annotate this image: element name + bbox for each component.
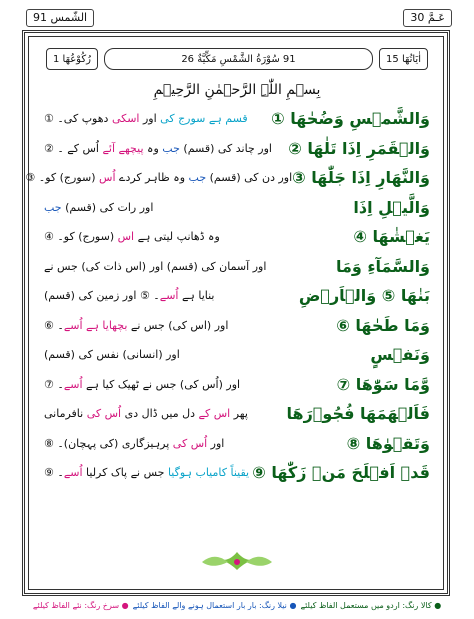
- verse-row: [44, 193, 430, 223]
- translation-fragment: اُس کی: [86, 407, 122, 421]
- verse-row: [44, 104, 430, 134]
- translation-fragment: وہ: [143, 141, 163, 155]
- color-legend: [22, 598, 452, 612]
- translation-fragment: پرہیزگاری (کی پہچان)۔ ⑧: [44, 436, 173, 450]
- arabic-verse: وَالَّيۡلِ اِذَا: [353, 197, 430, 217]
- urdu-translation: [44, 112, 248, 125]
- legend-item: ● سرخ رنگ: نئے الفاظ کیلئے: [32, 600, 129, 610]
- translation-fragment: اُس کے ۔ ②: [44, 141, 103, 155]
- urdu-translation: [44, 348, 180, 361]
- ayat-count: اٰيَاتُهَا 15: [379, 48, 428, 70]
- translation-fragment: اس: [117, 230, 135, 244]
- urdu-translation: [44, 260, 266, 273]
- translation-fragment: دل میں ڈال دی: [121, 407, 199, 421]
- surah-header: [46, 48, 428, 70]
- translation-fragment: ۔ ⑨: [44, 466, 64, 480]
- translation-fragment: (سورج) کو۔ ③: [25, 171, 100, 185]
- ruku-count: رُكُوْعُهَا 1: [46, 48, 98, 70]
- arabic-verse: وَالنَّهَارِ اِذَا جَلّٰهَا ③: [292, 168, 430, 188]
- legend-item: ● کالا رنگ: اردو میں مستعمل الفاظ کیلئے: [300, 600, 442, 610]
- running-header: [26, 8, 452, 28]
- arabic-verse: فَاَلۡهَمَهَا فُجُوۡرَهَا: [286, 404, 430, 424]
- translation-fragment: جب: [162, 141, 180, 155]
- translation-fragment: وہ ڈھانپ لیتی ہے: [134, 230, 220, 244]
- verse-row: [44, 281, 430, 311]
- translation-fragment: جب: [44, 200, 62, 214]
- bismillah: بِسۡمِ اللّٰہِ الرَّحۡمٰنِ الرَّحِیۡمِ: [153, 82, 321, 98]
- surah-title: 91 سُوْرَةُ الشَّمْسِ مَكِّيَّةٌ 26: [104, 48, 373, 70]
- arabic-verse: بَنٰهَا ⑤ وَالۡاَرۡضِ: [298, 286, 430, 306]
- translation-fragment: اور: [207, 436, 225, 450]
- translation-fragment: اس کے: [198, 407, 231, 421]
- arabic-verse: وَنَفۡسٍ: [370, 345, 430, 365]
- verse-row: [44, 340, 430, 370]
- urdu-translation: [44, 289, 215, 302]
- verse-row: [44, 370, 430, 400]
- translation-fragment: یقیناً کامیاب ہوگیا: [167, 466, 250, 480]
- urdu-translation: [44, 201, 153, 214]
- verse-row: [44, 311, 430, 341]
- urdu-translation: [44, 466, 249, 479]
- translation-fragment: اُس کی: [172, 436, 208, 450]
- verse-row: [44, 222, 430, 252]
- urdu-translation: [44, 378, 240, 391]
- urdu-translation: [44, 230, 220, 243]
- translation-fragment: اُسے: [159, 289, 179, 303]
- translation-fragment: اور چاند کی (قسم): [179, 141, 272, 155]
- surah-label: الشّمس 91: [26, 9, 94, 27]
- verse-rows: [25, 104, 430, 488]
- urdu-translation: [44, 319, 228, 332]
- arabic-verse: وَالۡقَمَرِ اِذَا تَلٰهَا ②: [288, 138, 430, 158]
- arabic-verse: يَغۡشٰهَا ④: [353, 227, 430, 247]
- verse-row: [44, 458, 430, 488]
- translation-fragment: اور دن کی (قسم): [206, 171, 293, 185]
- translation-fragment: اُسے: [63, 466, 83, 480]
- verse-row: [25, 163, 430, 193]
- translation-fragment: پیچھے آئے: [102, 141, 144, 155]
- verse-row: [44, 429, 430, 459]
- translation-fragment: اور آسمان کی (قسم) اور (اس ذات کی) جس نے: [44, 259, 267, 273]
- translation-fragment: بچھایا ہے اُسے: [63, 318, 128, 332]
- verse-row: [44, 399, 430, 429]
- translation-fragment: اور: [139, 112, 161, 126]
- translation-fragment: اسکی: [111, 112, 140, 126]
- translation-fragment: اُس: [99, 171, 116, 185]
- translation-fragment: اور رات کی (قسم): [61, 200, 154, 214]
- translation-fragment: ۔ ⑤ اور زمین کی (قسم): [44, 289, 160, 303]
- arabic-verse: وَالشَّمۡسِ وَضُحٰهَا ①: [271, 109, 430, 129]
- translation-fragment: وہ ظاہر کردے: [115, 171, 189, 185]
- verse-row: [44, 134, 430, 164]
- legend-item: ● نیلا رنگ: بار بار استعمال ہونے والے الفاظ کیلئے: [132, 600, 297, 610]
- translation-fragment: اُسے: [63, 377, 83, 391]
- translation-fragment: اور (اس کی) جس نے: [127, 318, 229, 332]
- urdu-translation: [44, 407, 248, 420]
- verse-row: [44, 252, 430, 282]
- translation-fragment: دھوپ کی۔ ①: [44, 112, 112, 126]
- translation-fragment: ۔ ⑥: [44, 318, 64, 332]
- translation-fragment: جس نے پاک کرلیا: [82, 466, 168, 480]
- urdu-translation: [44, 142, 272, 155]
- arabic-verse: وَالسَّمَآءِ وَمَا: [335, 256, 430, 276]
- floral-ornament-icon: [198, 548, 276, 574]
- urdu-translation: [44, 437, 224, 450]
- juz-label: عَـمَّ 30: [403, 9, 452, 27]
- urdu-translation: [25, 171, 292, 184]
- translation-fragment: نافرمانی: [44, 407, 87, 421]
- arabic-verse: قَدۡ اَفۡلَحَ مَنۡ زَكّٰهَا ⑨: [252, 463, 430, 483]
- translation-fragment: اور (انسانی) نفس کی (قسم): [44, 348, 180, 362]
- translation-fragment: بنایا ہے: [178, 289, 215, 303]
- arabic-verse: وَمَا طَحٰهَا ⑥: [336, 315, 430, 335]
- translation-fragment: پھر: [230, 407, 248, 421]
- translation-fragment: جب: [188, 171, 207, 185]
- arabic-verse: وَتَقۡوٰهَا ⑧: [346, 433, 430, 453]
- translation-fragment: ۔ ⑦: [44, 377, 64, 391]
- arabic-verse: وَّمَا سَوّٰهَا ⑦: [336, 374, 430, 394]
- translation-fragment: (سورج) کو۔ ④: [44, 230, 118, 244]
- translation-fragment: قسم ہے سورج کی: [160, 112, 248, 126]
- translation-fragment: اور (اُس کی) جس نے ٹھیک کیا ہے: [82, 377, 241, 391]
